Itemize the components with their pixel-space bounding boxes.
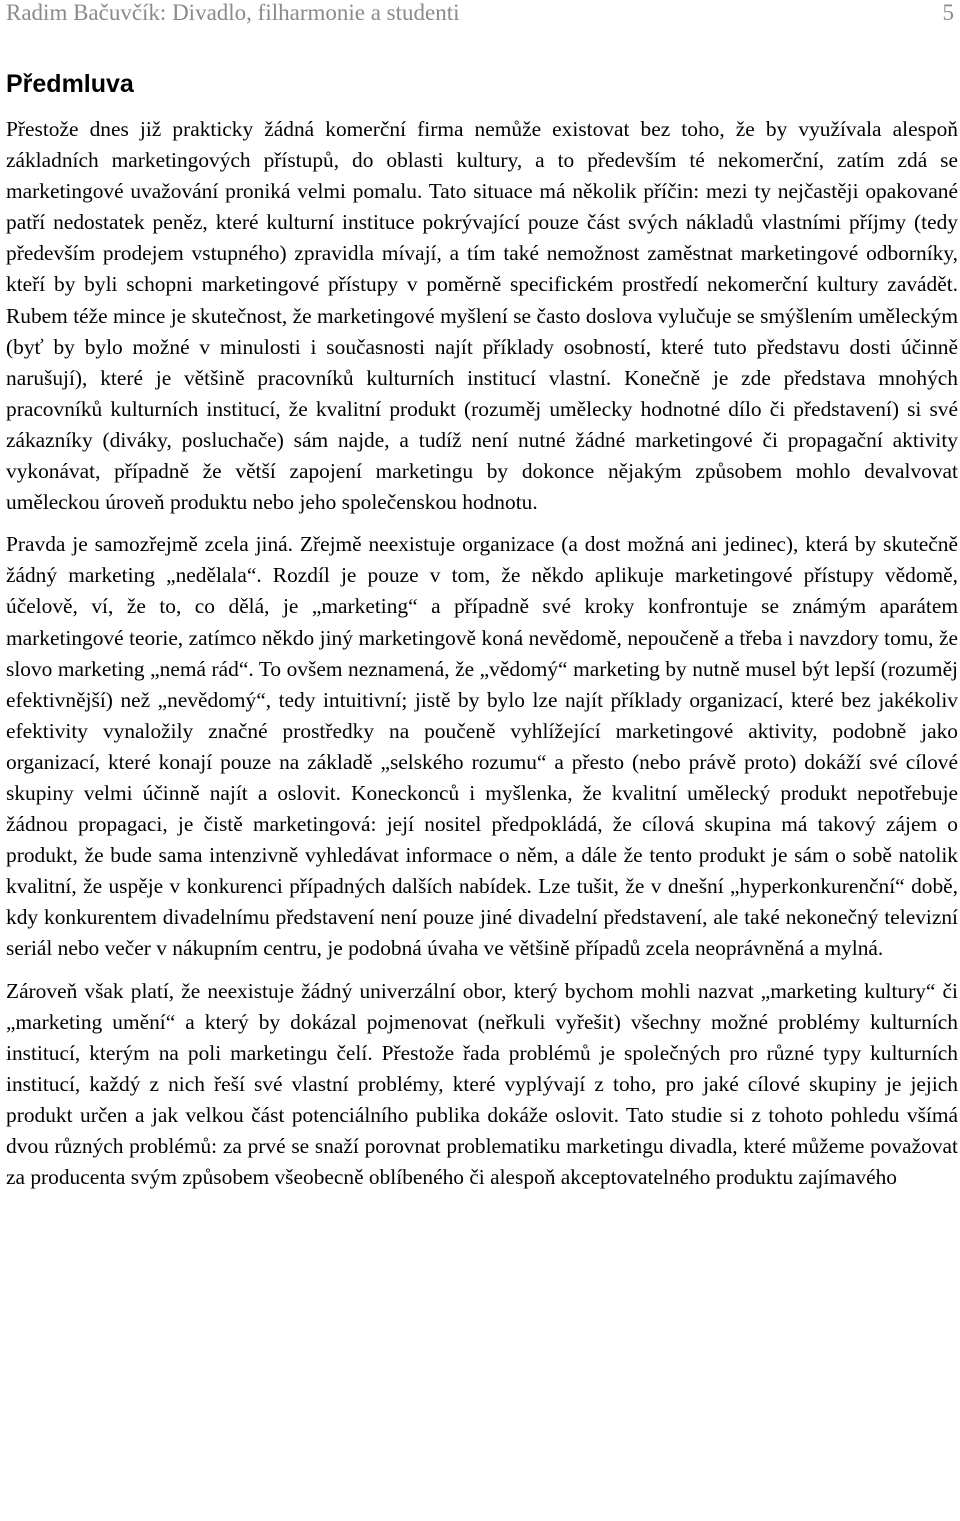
page-number: 5 bbox=[942, 0, 954, 25]
paragraph-3: Zároveň však platí, že neexistuje žádný univerzální obor, který bychom mohli nazvat „marketing kultury“ či „marketing umění“ a který by dokázal pojmenovat (neřkuli vyřešit) všechny možné problémy kulturních institucí, kterým na poli marketingu čelí. Přestože řada problémů je společných pro různé typy kulturních institucí, každý z nich řeší své vlastní problémy, které vyplývají z toho, pro jaké cílové skupiny je jejich produkt určen a jak velkou část potenciálního publika dokáže oslovit. Tato studie si z tohoto pohledu všímá dvou různých problémů: za prvé se snaží porovnat problematiku marketingu divadla, které můžeme považovat za producenta svým způsobem všeobecně oblíbeného či alespoň akceptovatelného produktu zajímavého bbox=[6, 978, 958, 1190]
section-heading: Předmluva bbox=[6, 70, 134, 98]
paragraph-2: Pravda je samozřejmě zcela jiná. Zřejmě neexistuje organizace (a dost možná ani jedinec), která by skutečně žádný marketing „nedělala“. Rozdíl je pouze v tom, že někdo aplikuje marketingové přístupy vědomě, účelově, ví, že to, co dělá, je „marketing“ a případně své kroky konfrontuje se známým aparátem marketingové teorie, zatímco někdo jiný marketingově koná nevědomě, nepoučeně a třeba i navzdory tomu, že slovo marketing „nemá rád“. To ovšem neznamená, že „vědomý“ marketing by nutně musel být lepší (rozuměj efektivnější) než „nevědomý“, tedy intuitivní; jistě by bylo lze najít příklady organizací, které bez jakékoliv efektivity vynaložily značné prostředky na poučeně vyhlížející marketingové aktivity, podobně jako organizací, které konají pouze na základě „selského rozumu“ a přesto (nebo právě proto) dokáží své cílové skupiny velmi účinně najít a oslovit. Koneckonců i myšlenka, že kvalitní umělecký produkt nepotřebuje žádnou propagaci, je čistě marketingová: její nositel předpokládá, že cílová skupina má takový zájem o produkt, že bude sama intenzivně vyhledávat informace o něm, a dále že tento produkt je sám o sobě natolik kvalitní, že uspěje v konkurenci případných dalších nabídek. Lze tušit, že v dnešní „hyperkonkurenční“ době, kdy konkurentem divadelnímu představení není pouze jiné divadelní představení, ale také nekonečný televizní seriál nebo večer v nákupním centru, je podobná úvaha ve většině případů zcela neoprávněná a mylná. bbox=[6, 532, 958, 961]
running-header bbox=[6, 0, 954, 30]
running-title: Radim Bačuvčík: Divadlo, filharmonie a studenti bbox=[6, 0, 460, 25]
body-text bbox=[6, 114, 958, 1204]
paragraph-1: Přestože dnes již prakticky žádná komerční firma nemůže existovat bez toho, že by využívala alespoň základních marketingových přístupů, do oblasti kultury, a to především té nekomerční, zatím zdá se marketingové uvažování proniká velmi pomalu. Tato situace má několik příčin: mezi ty nejčastěji opakované patří nedostatek peněz, které kulturní instituce pokrývající pouze část svých nákladů vlastními příjmy (tedy především prodejem vstupného) zpravidla mívají, a tím také nemožnost zaměstnat marketingové odborníky, kteří by byli schopni marketingové přístupy v poměrně specifickém prostředí nekomerční kultury zavádět. Rubem téže mince je skutečnost, že marketingové myšlení se často doslova vylučuje se smýšlením uměleckým (byť by bylo možné v minulosti i současnosti najít příklady osobností, které tuto představu dosti účinně narušují), které je většině pracovníků kulturních institucí vlastní. Konečně je zde představa mnohých pracovníků kulturních institucí, že kvalitní produkt (rozuměj umělecky hodnotné dílo či představení) si své zákazníky (diváky, posluchače) sám najde, a tudíž není nutné žádné marketingové či propagační aktivity vykonávat, případně že větší zapojení marketingu by dokonce nějakým způsobem mohlo devalvovat uměleckou úroveň produktu nebo jeho společenskou hodnotu. bbox=[6, 117, 958, 515]
